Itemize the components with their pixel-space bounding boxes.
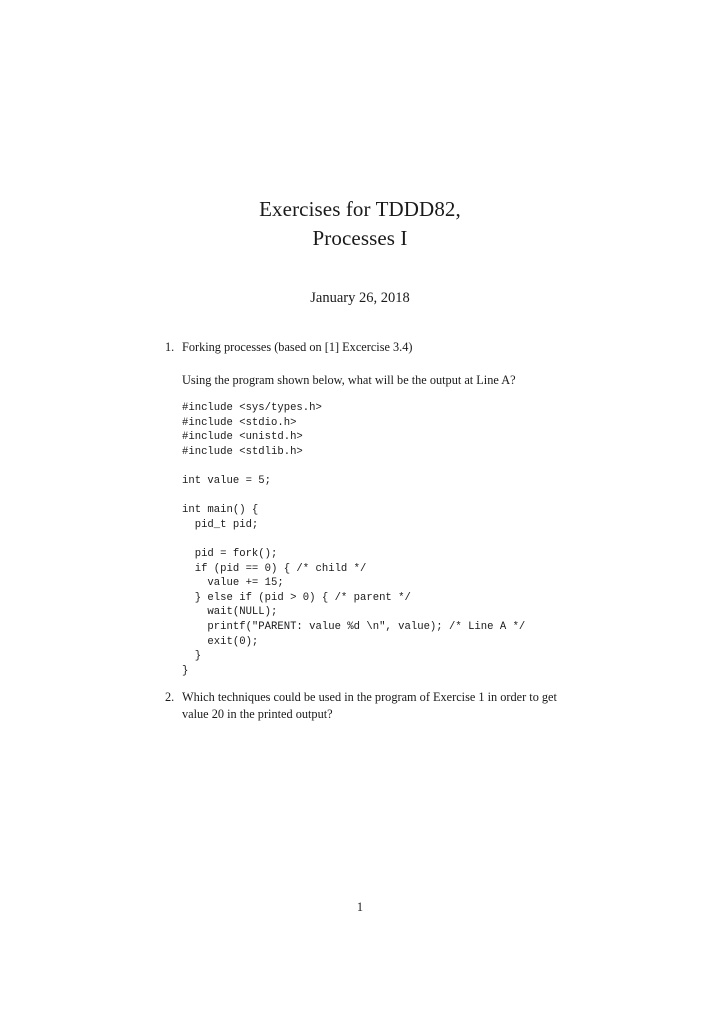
document-title-line-1 [0,195,720,223]
code-line: } [182,650,202,663]
code-line: if (pid == 0) { /* child */ [182,562,367,575]
code-line: int main() { [182,504,259,517]
code-line: int value = 5; [182,474,272,487]
exercise-2-number: 2. [165,690,175,704]
code-line: #include <unistd.h> [182,431,303,444]
code-line: } else if (pid > 0) { /* parent */ [182,591,411,604]
exercise-1-question: Using the program shown below, what will be the output at Line A? [182,373,516,387]
code-line: exit(0); [182,635,259,648]
code-line: #include <stdlib.h> [182,445,303,458]
code-line [182,532,525,547]
code-line [182,489,525,504]
code-line [182,459,525,474]
code-line: pid_t pid; [182,518,259,531]
code-line: #include <sys/types.h> [182,402,322,414]
document-title-line-2 [0,224,720,252]
exercise-1-code-block [182,401,525,678]
document-date: January 26, 2018 [310,290,410,306]
title-text-2: Processes I [312,226,408,250]
exercise-1-number: 1. [165,340,175,354]
code-line: wait(NULL); [182,606,278,619]
exercise-2-text: Which techniques could be used in the program of Exercise 1 in order to get value 20 in the printed output? [182,690,557,721]
code-line: printf("PARENT: value %d \n", value); /* Line A */ [182,620,526,633]
page-number: 1 [356,900,364,914]
code-line: #include <stdio.h> [182,416,297,429]
code-line: pid = fork(); [182,547,278,560]
code-line: value += 15; [182,577,284,590]
exercise-1-title: Forking processes (based on [1] Excercise 3.4) [182,340,413,354]
code-line: } [182,664,189,677]
title-text-1: Exercises for TDDD82, [259,197,461,221]
